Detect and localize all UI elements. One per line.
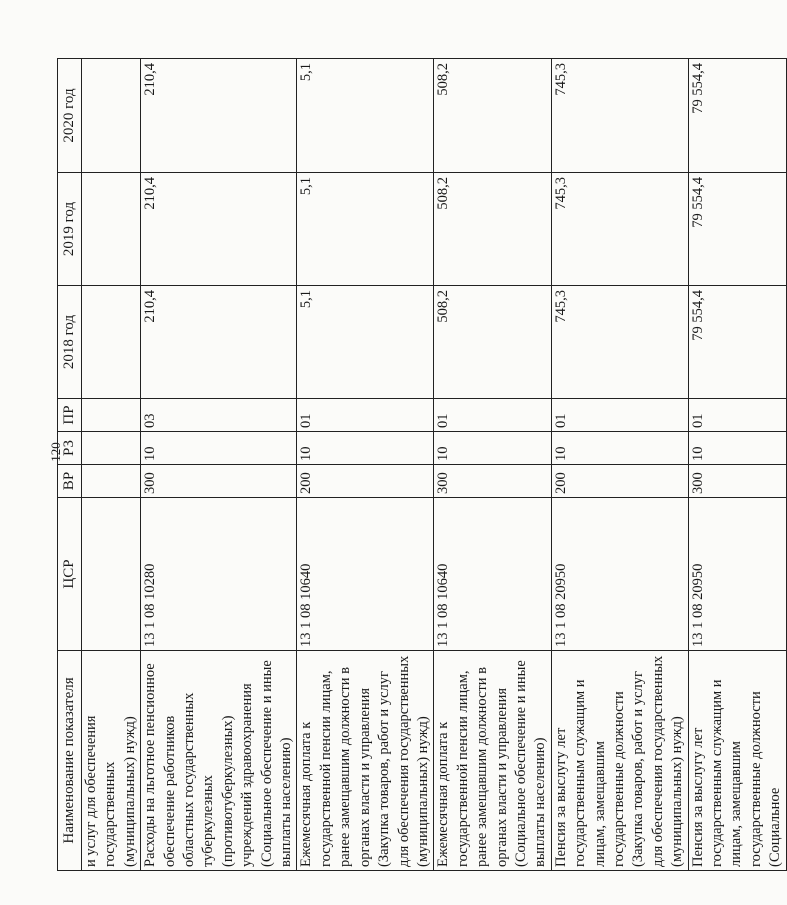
table-row [688,59,786,871]
row-2020: 210,4 [141,59,297,173]
row-2018: 508,2 [434,286,551,399]
row-csr: 13 1 08 20950 [688,498,786,651]
row-2018: 5,1 [297,286,434,399]
row-rz: 10 [297,432,434,465]
row-2019: 508,2 [434,173,551,286]
row-name: Расходы на льготное пенсионное обеспечение работников областных государственных туберкулезных (противотуберкулезных) учреждений здравоохранения (Социальное обеспечение и иные выплаты населению) [141,651,297,871]
row-pr: 01 [688,399,786,432]
header-vr: ВР [58,465,82,498]
row-csr: 13 1 08 10640 [297,498,434,651]
row-pr: 01 [551,399,688,432]
row-vr: 200 [297,465,434,498]
row-name: Ежемесячная доплата к государственной пенсии лицам, ранее замещавшим должности в органах власти и управления (Закупка товаров, работ и услуг для обеспечения государственных (муниципальных) нужд) [297,651,434,871]
row-2020: 79 554,4 [688,59,786,173]
row-vr: 300 [141,465,297,498]
row-2019: 79 554,4 [688,173,786,286]
row-vr [82,465,141,498]
budget-table-sheet [57,59,784,871]
row-vr: 300 [688,465,786,498]
row-name: Пенсия за выслугу лет государственным служащим и лицам, замещавшим государственные должности (Закупка товаров, работ и услуг для обеспечения государственных (муниципальных) нужд) [551,651,688,871]
row-vr: 300 [434,465,551,498]
row-2018: 745,3 [551,286,688,399]
row-pr: 03 [141,399,297,432]
row-csr: 13 1 08 10280 [141,498,297,651]
row-csr [82,498,141,651]
row-2020 [82,59,141,173]
row-csr: 13 1 08 10640 [434,498,551,651]
row-2019: 745,3 [551,173,688,286]
table-row [82,59,141,871]
row-2019: 5,1 [297,173,434,286]
row-2018: 210,4 [141,286,297,399]
row-pr [82,399,141,432]
header-2018: 2018 год [58,286,82,399]
table-header-row [58,59,82,871]
row-2019: 210,4 [141,173,297,286]
budget-table [57,58,787,871]
row-rz [82,432,141,465]
row-vr: 200 [551,465,688,498]
row-2019 [82,173,141,286]
header-2019: 2019 год [58,173,82,286]
row-rz: 10 [688,432,786,465]
row-csr: 13 1 08 20950 [551,498,688,651]
table-row [551,59,688,871]
row-2020: 5,1 [297,59,434,173]
row-name: Ежемесячная доплата к государственной пенсии лицам, ранее замещавшим должности в органах власти и управления (Социальное обеспечение и иные выплаты населению) [434,651,551,871]
row-pr: 01 [297,399,434,432]
header-rz: РЗ [58,432,82,465]
page-number: 120 [48,442,63,462]
table-row [297,59,434,871]
row-2018: 79 554,4 [688,286,786,399]
row-pr: 01 [434,399,551,432]
header-pr: ПР [58,399,82,432]
row-2020: 508,2 [434,59,551,173]
header-2020: 2020 год [58,59,82,173]
row-rz: 10 [434,432,551,465]
row-name: и услуг для обеспечения государственных (муниципальных) нужд) [82,651,141,871]
table-row [141,59,297,871]
table-row [434,59,551,871]
row-rz: 10 [141,432,297,465]
header-name: Наименование показателя [58,651,82,871]
header-csr: ЦСР [58,498,82,651]
row-2018 [82,286,141,399]
row-rz: 10 [551,432,688,465]
row-name: Пенсия за выслугу лет государственным служащим и лицам, замещавшим государственные должности (Социальное [688,651,786,871]
row-2020: 745,3 [551,59,688,173]
